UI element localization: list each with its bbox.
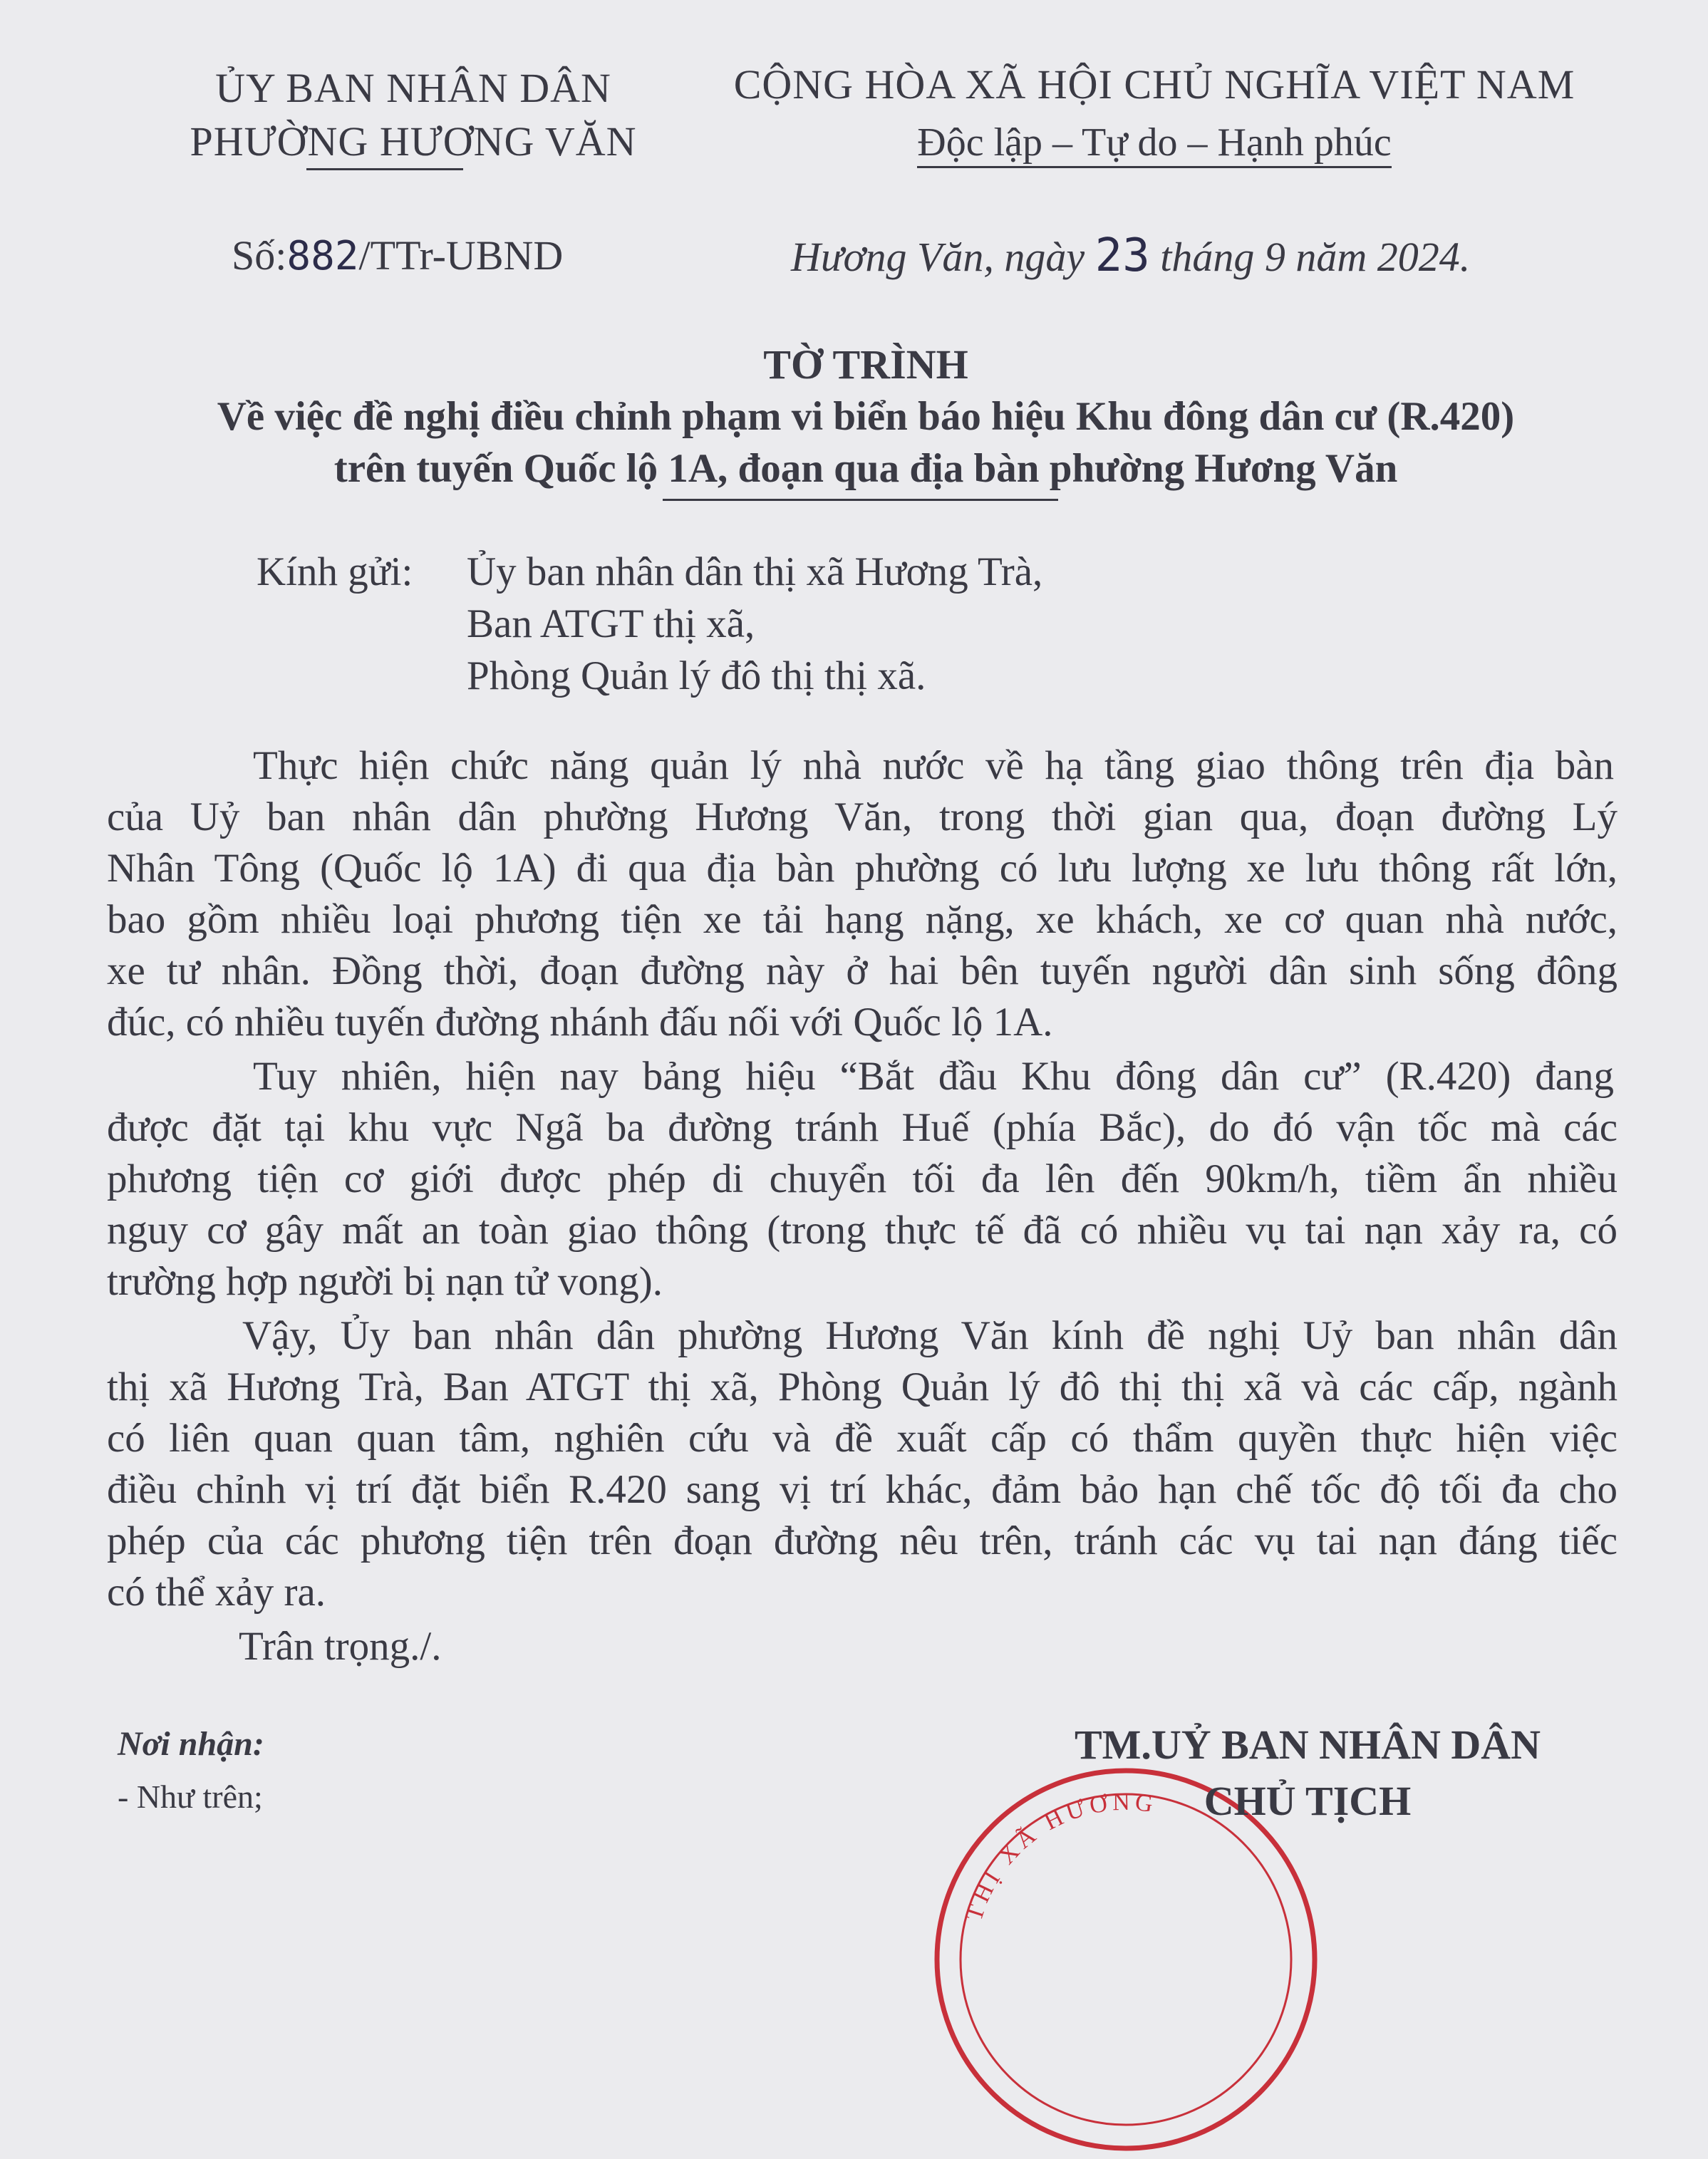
paragraph-1-line: xe tư nhân. Đồng thời, đoạn đường này ở hai bên tuyến người dân sinh sống đông <box>107 948 1618 993</box>
dateline-rest: tháng 9 năm 2024. <box>1160 234 1471 280</box>
dateline-place: Hương Văn, ngày <box>791 234 1085 280</box>
subject-line-1: Về việc đề nghị điều chỉnh phạm vi biển báo hiệu Khu đông dân cư (R.420) <box>217 394 1515 439</box>
subject-line-2: trên tuyến Quốc lộ 1A, đoạn qua địa bàn phường Hương Văn <box>333 446 1398 491</box>
dateline <box>791 229 1470 282</box>
paragraph-1-line: đúc, có nhiều tuyến đường nhánh đấu nối với Quốc lộ 1A. <box>107 1000 1053 1045</box>
closing-text: Trân trọng./. <box>239 1624 442 1669</box>
agency-underline <box>306 168 463 170</box>
agency-line-2: PHƯỜNG HƯƠNG VĂN <box>190 118 637 165</box>
document-title: TỜ TRÌNH <box>763 341 968 388</box>
subject-underline <box>663 499 1058 501</box>
recipients-footer-label: Nơi nhận: <box>118 1725 264 1763</box>
paragraph-1-line: bao gồm nhiều loại phương tiện xe tải hạng nặng, xe khách, xe cơ quan nhà nước, <box>107 897 1618 942</box>
paragraph-3-line: có thể xảy ra. <box>107 1570 326 1615</box>
paragraph-3-line: Vậy, Ủy ban nhân dân phường Hương Văn kính đề nghị Uỷ ban nhân dân <box>242 1313 1618 1358</box>
recipient-item: Ủy ban nhân dân thị xã Hương Trà, <box>467 549 1043 594</box>
paragraph-2-line: được đặt tại khu vực Ngã ba đường tránh Huế (phía Bắc), do đó vận tốc mà các <box>107 1105 1618 1150</box>
nation-motto <box>705 120 1603 165</box>
paragraph-1-line: Thực hiện chức năng quản lý nhà nước về hạ tầng giao thông trên địa bàn <box>253 743 1614 788</box>
paragraph-3-line: thị xã Hương Trà, Ban ATGT thị xã, Phòng Quản lý đô thị thị xã và các cấp, ngành <box>107 1365 1618 1409</box>
document-number-suffix: /TTr-UBND <box>358 232 564 279</box>
nation-motto-text: Độc lập – Tự do – Hạnh phúc <box>917 120 1391 168</box>
signature-title: CHỦ TỊCH <box>1204 1778 1412 1824</box>
stamp-text: THỊ XÃ HƯƠNG <box>961 1788 1159 1925</box>
recipients-label: Kính gửi: <box>257 549 413 594</box>
document-number-prefix: Số: <box>232 232 287 279</box>
paragraph-1-line: Nhân Tông (Quốc lộ 1A) đi qua địa bàn phường có lưu lượng xe lưu thông rất lớn, <box>107 846 1618 891</box>
paragraph-2-line: nguy cơ gây mất an toàn giao thông (trong thực tế đã có nhiều vụ tai nạn xảy ra, có <box>107 1208 1618 1253</box>
dateline-day-handwritten: 23 <box>1094 229 1150 282</box>
paragraph-3-line: có liên quan quan tâm, nghiên cứu và đề xuất cấp có thẩm quyền thực hiện việc <box>107 1416 1618 1461</box>
recipient-item: Ban ATGT thị xã, <box>467 601 755 646</box>
paragraph-3-line: điều chỉnh vị trí đặt biển R.420 sang vị trí khác, đảm bảo hạn chế tốc độ tối đa cho <box>107 1467 1618 1512</box>
recipients-footer-item: - Như trên; <box>118 1779 263 1815</box>
signature-org: TM.UỶ BAN NHÂN DÂN <box>1074 1721 1541 1768</box>
agency-line-1: ỦY BAN NHÂN DÂN <box>215 65 611 111</box>
paragraph-2-line: phương tiện cơ giới được phép di chuyển tối đa lên đến 90km/h, tiềm ẩn nhiều <box>107 1156 1618 1201</box>
document-number-handwritten: 882 <box>286 233 359 279</box>
recipient-item: Phòng Quản lý đô thị thị xã. <box>467 653 926 698</box>
paragraph-2-line: Tuy nhiên, hiện nay bảng hiệu “Bắt đầu Khu đông dân cư” (R.420) đang <box>253 1054 1614 1099</box>
paragraph-2-line: trường hợp người bị nạn tử vong). <box>107 1259 663 1304</box>
paragraph-3-line: phép của các phương tiện trên đoạn đường nêu trên, tránh các vụ tai nạn đáng tiếc <box>107 1518 1618 1563</box>
document-number <box>232 232 563 279</box>
nation-line-1: CỘNG HÒA XÃ HỘI CHỦ NGHĨA VIỆT NAM <box>733 61 1575 108</box>
paragraph-1-line: của Uỷ ban nhân dân phường Hương Văn, trong thời gian qua, đoạn đường Lý <box>107 794 1618 839</box>
